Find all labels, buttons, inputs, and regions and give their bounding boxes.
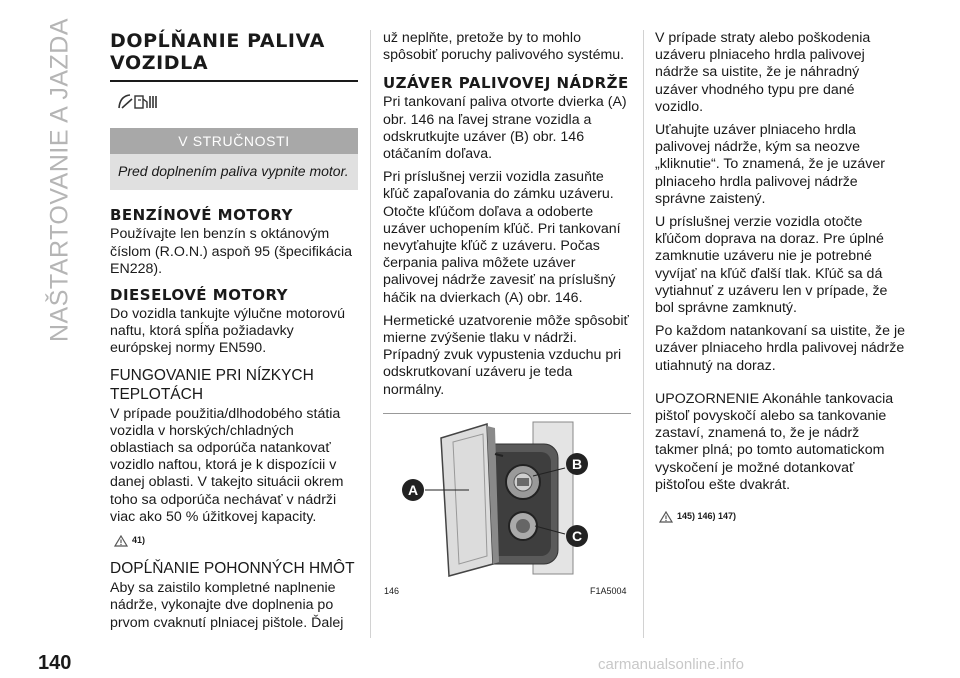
paragraph-warning-note: UPOZORNENIE Akonáhle tankovacia pištoľ povyskočí alebo sa tankovanie zastaví, znamená to, že je nádrž takmer plná; po tomto automatickom vyskočení je možné dotankovať pištoľou ešte dvakrát.	[655, 390, 894, 493]
column-divider	[643, 30, 644, 638]
paragraph-diesel: Do vozidla tankujte výlučne motorovú naftu, ktorá spĺňa požiadavky európskej normy EN590.	[110, 306, 346, 357]
section-heading-low-temp: FUNGOVANIE PRI NÍZKYCH TEPLOTÁCH	[110, 366, 314, 403]
section-heading-diesel: DIESELOVÉ MOTORY	[110, 286, 289, 305]
paragraph-cap-1: Pri tankovaní paliva otvorte dvierka (A) obr. 146 na ľavej strane vozidla a odskrutkujte uzáver (B) obr. 146 otáčaním doľava.	[383, 94, 627, 163]
paragraph-cap-3: Hermetické uzatvorenie môže spôsobiť mierne zvýšenie tlaku v nádrži. Prípadný zvuk vypustenia vzduchu pri odskrutkovaní uzáveru je teda normálny.	[383, 312, 629, 398]
paragraph-filling: Aby sa zaistilo kompletné naplnenie nádrže, vykonajte dve doplnenia po prvom cvaknutí plniacej pištole. Ďalej	[110, 580, 344, 631]
watermark: carmanualsonline.info	[598, 656, 744, 673]
section-heading-petrol: BENZÍNOVÉ MOTORY	[110, 206, 293, 225]
title-rule	[110, 80, 358, 82]
page-title	[110, 30, 358, 74]
paragraph-petrol: Používajte len benzín s oktánovým číslom (R.O.N.) aspoň 95 (špecifikácia EN228).	[110, 226, 353, 277]
column-2	[383, 30, 631, 405]
warning-triangle-icon	[114, 535, 128, 547]
callout-b: B	[571, 456, 583, 472]
column-divider	[370, 30, 371, 638]
section-heading-filling: DOPĹŇANIE POHONNÝCH HMÔT	[110, 560, 355, 578]
callout-c: C	[571, 528, 583, 544]
warning-reference	[114, 532, 358, 549]
paragraph-lost-cap: V prípade straty alebo poškodenia uzáveru plniaceho hrdla palivovej nádrže sa uistite, že je náhradný uzáver vhodného typu pre dané vozidlo.	[655, 30, 871, 115]
warning-triangle-icon	[659, 511, 673, 523]
paragraph-check-cap: Po každom natankovaní sa uistite, že je uzáver plniaceho hrdla palivovej nádrže utiahnutý na doraz.	[655, 323, 905, 374]
paragraph-cap-2: Pri príslušnej verzii vozidla zasuňte kľúč zapaľovania do zámku uzáveru. Otočte kľúčom doľava a odoberte uzáver uchopením kľúč. Pri tankovaní nevyťahujte kľúč z uzáveru. Počas čerpania paliva môžete uzáver palivovej nádrže zavesiť na príslušný háčik na dvierkach (A) obr. 146.	[383, 169, 621, 306]
paragraph-continuation: už neplňte, pretože by to mohlo spôsobiť poruchy palivového systému.	[383, 30, 625, 64]
paragraph-key-lock: U príslušnej verzie vozidla otočte kľúčom doprava na doraz. Pre úplné zamknutie uzáveru nie je potrebné vyvíjať na kľúč ďalší tlak. Kľúč sa dá vytiahnuť z uzáveru len v prípade, že bol správne zamknutý.	[655, 214, 888, 317]
section-side-title-text: NAŠTARTOVANIE A JAZDA	[45, 17, 74, 343]
section-side-title	[40, 17, 80, 343]
figure-code: F1A5004	[590, 586, 627, 596]
callout-a: A	[407, 482, 419, 498]
warning-reference-text: 41)	[132, 535, 146, 546]
figure-number: 146	[384, 586, 400, 596]
warning-references	[659, 508, 905, 525]
fuel-door-illustration	[383, 414, 631, 586]
summary-text: Pred doplnením paliva vypnite motor.	[110, 154, 358, 190]
paragraph-low-temp: V prípade použitia/dlhodobého státia vozidla v horských/chladných oblastiach sa odporúča natankovať vozidlo naftou, ktorá je k dispozícii v danej oblasti. V takejto situácii okrem toho sa odporúča nechávať v nádrži viac ako 50 % úžitkovej kapacity.	[110, 405, 344, 525]
column-1	[110, 30, 358, 638]
page-title-line: DOPĹŇANIE PALIVA	[110, 30, 325, 52]
page-title-line: VOZIDLA	[110, 52, 209, 74]
warning-references-text: 145) 146) 147)	[677, 511, 737, 522]
column-3	[655, 30, 905, 535]
summary-header: V STRUČNOSTI	[110, 128, 358, 154]
paragraph-tighten-cap: Uťahujte uzáver plniaceho hrdla palivovej nádrže, kým sa neozve „kliknutie“. To znamená, že je uzáver plniaceho hrdla palivovej nádrže správne zaistený.	[655, 122, 885, 207]
section-heading-fuel-cap: UZÁVER PALIVOVEJ NÁDRŽE	[383, 74, 629, 93]
page-number: 140	[38, 652, 72, 674]
fuel-gauge-icon	[116, 90, 358, 112]
figure-fuel-cap	[383, 413, 631, 600]
